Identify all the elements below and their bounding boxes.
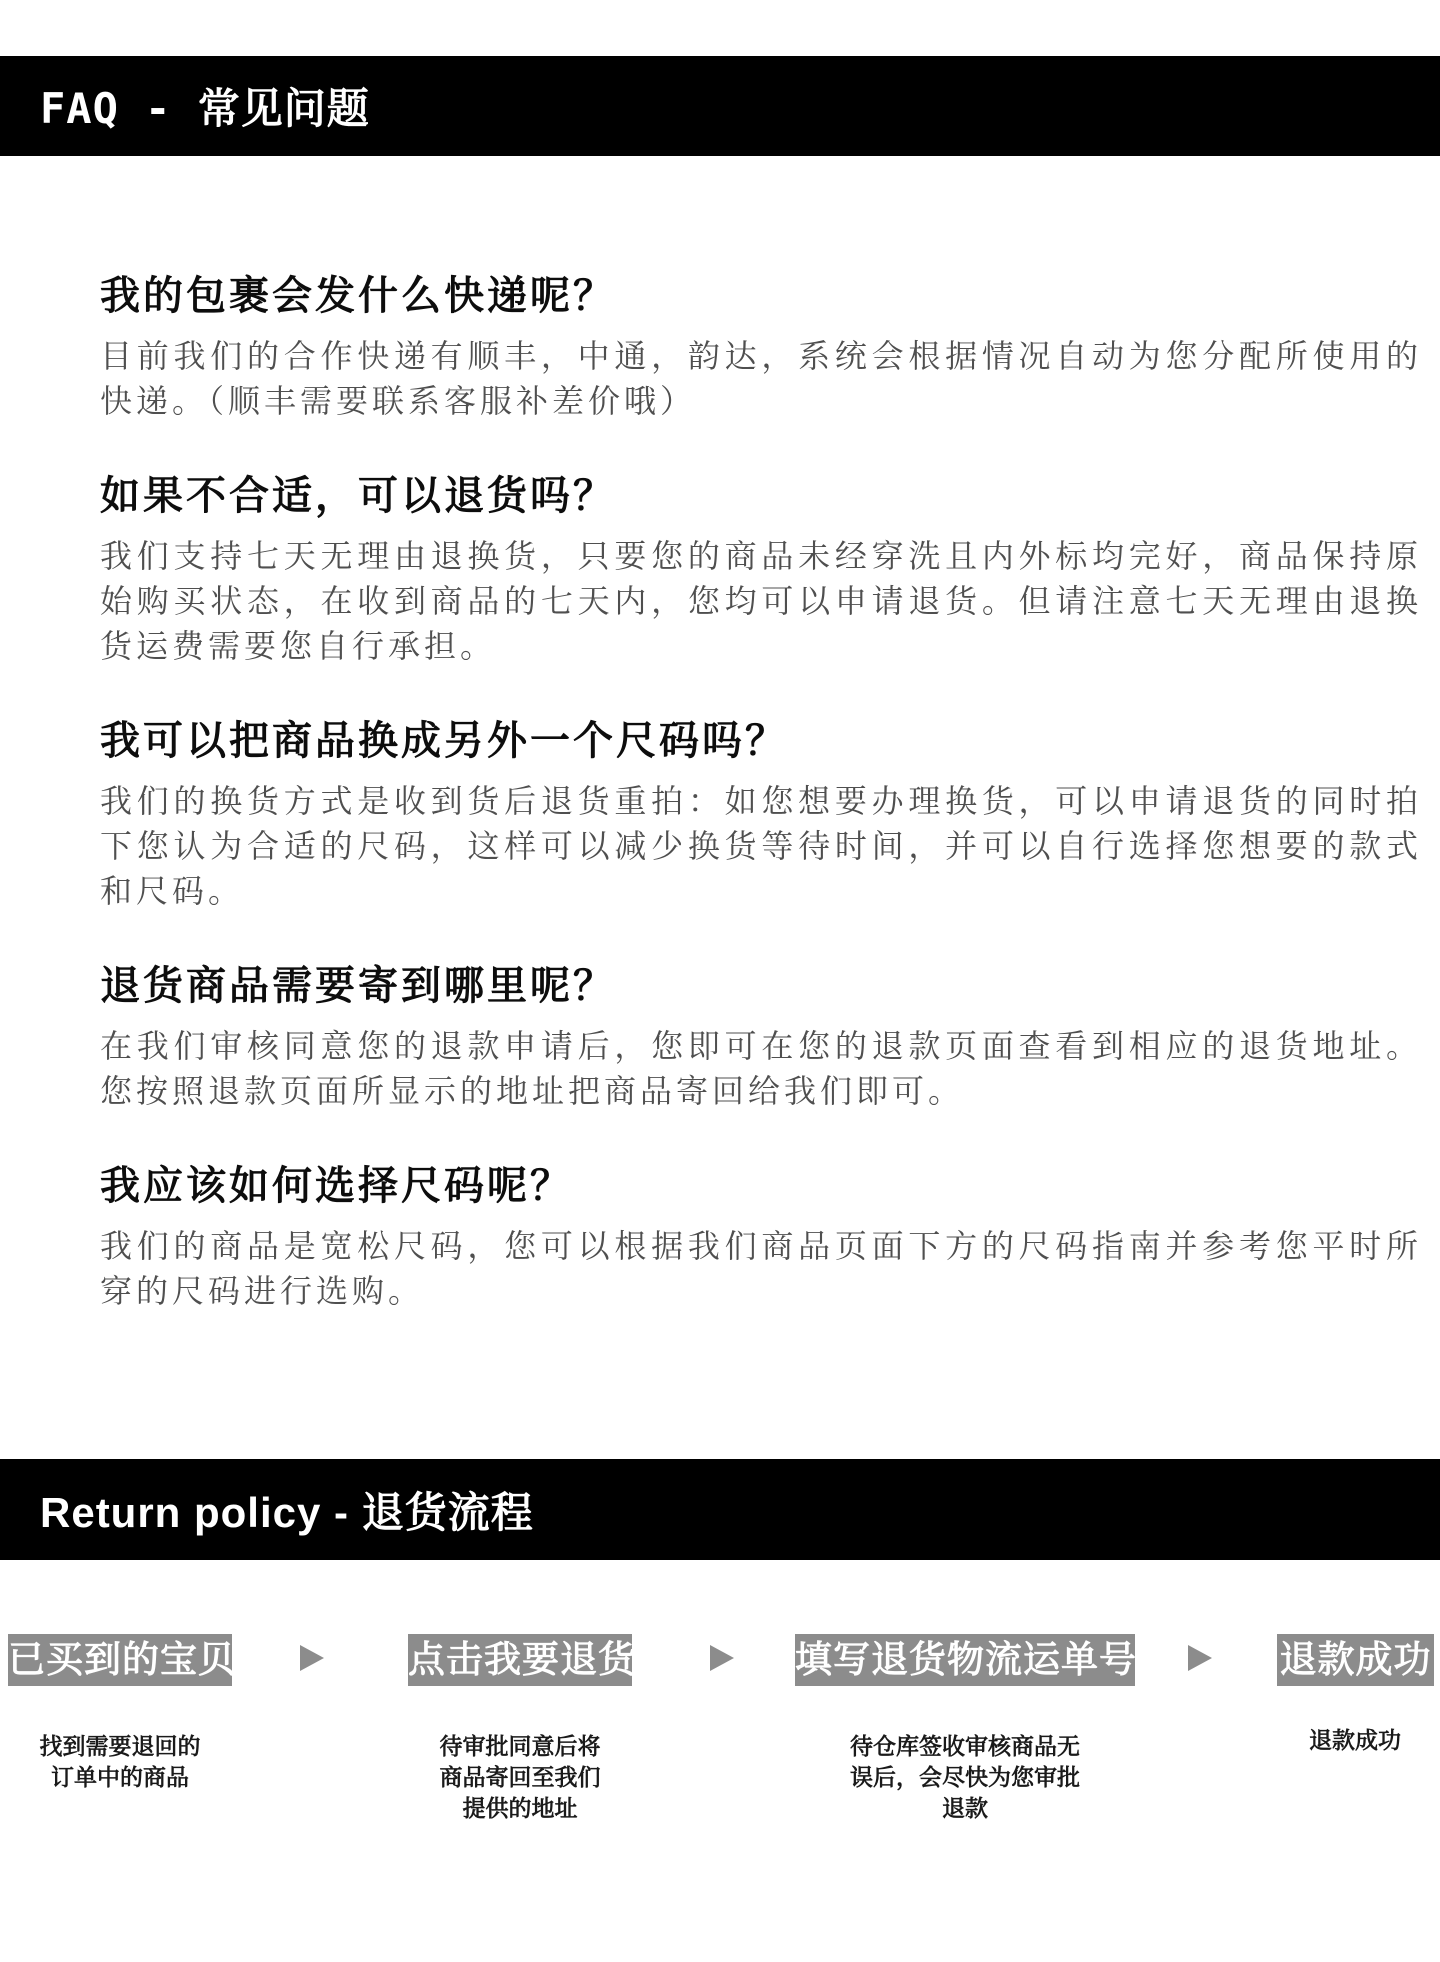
step-label: 填写退货物流运单号 bbox=[795, 1634, 1135, 1686]
step-description-line: 提供的地址 bbox=[462, 1796, 578, 1822]
step-description-line: 待审批同意后将 bbox=[439, 1734, 601, 1760]
step-description bbox=[0, 1732, 240, 1794]
step-description-line: 退款 bbox=[942, 1796, 988, 1822]
faq-question: 我的包裹会发什么快递呢？ bbox=[100, 273, 616, 319]
arrow-right-icon bbox=[710, 1645, 734, 1671]
faq-item bbox=[100, 713, 1422, 914]
step-description bbox=[400, 1732, 640, 1825]
faq-answer: 在我们审核同意您的退款申请后，您即可在您的退款页面查看到相应的退货地址。您按照退款页面所显示的地址把商品寄回给我们即可。 bbox=[100, 1027, 1422, 1110]
faq-list bbox=[100, 268, 1422, 1358]
arrow-right-icon bbox=[1188, 1645, 1212, 1671]
step-label: 点击我要退货 bbox=[408, 1634, 632, 1686]
return-policy-header-title: Return policy - 退货流程 bbox=[40, 1488, 534, 1536]
faq-answer: 目前我们的合作快递有顺丰，中通，韵达，系统会根据情况自动为您分配所使用的快递。（顺丰需要联系客服补差价哦） bbox=[100, 337, 1422, 420]
step-label: 已买到的宝贝 bbox=[8, 1634, 232, 1686]
faq-answer: 我们支持七天无理由退换货，只要您的商品未经穿洗且内外标均完好，商品保持原始购买状态，在收到商品的七天内，您均可以申请退货。但请注意七天无理由退换货运费需要您自行承担。 bbox=[100, 537, 1422, 665]
step-label: 退款成功 bbox=[1277, 1634, 1434, 1686]
step-description-line: 订单中的商品 bbox=[51, 1765, 189, 1791]
step-description: 退款成功 bbox=[1309, 1728, 1401, 1754]
faq-item bbox=[100, 268, 1422, 424]
faq-question: 我应该如何选择尺码呢？ bbox=[100, 1163, 573, 1209]
faq-header-bar bbox=[0, 56, 1440, 156]
step-description bbox=[815, 1732, 1115, 1825]
faq-question: 退货商品需要寄到哪里呢？ bbox=[100, 963, 616, 1009]
faq-header-title: FAQ - 常见问题 bbox=[40, 84, 370, 133]
faq-question: 如果不合适，可以退货吗？ bbox=[100, 473, 616, 519]
faq-item bbox=[100, 1158, 1422, 1314]
step-description-line: 误后，会尽快为您审批 bbox=[850, 1765, 1080, 1791]
faq-item bbox=[100, 468, 1422, 669]
faq-answer: 我们的商品是宽松尺码，您可以根据我们商品页面下方的尺码指南并参考您平时所穿的尺码进行选购。 bbox=[100, 1227, 1422, 1310]
faq-item bbox=[100, 958, 1422, 1114]
return-flow bbox=[0, 1634, 1440, 1894]
step-description-line: 待仓库签收审核商品无 bbox=[850, 1734, 1080, 1760]
step-description-line: 商品寄回至我们 bbox=[439, 1765, 601, 1791]
faq-question: 我可以把商品换成另外一个尺码吗？ bbox=[100, 718, 788, 764]
step-description-line: 找到需要退回的 bbox=[39, 1734, 201, 1760]
faq-answer: 我们的换货方式是收到货后退货重拍：如您想要办理换货，可以申请退货的同时拍下您认为合适的尺码，这样可以减少换货等待时间，并可以自行选择您想要的款式和尺码。 bbox=[100, 782, 1422, 910]
arrow-right-icon bbox=[300, 1645, 324, 1671]
return-policy-header-bar bbox=[0, 1459, 1440, 1560]
